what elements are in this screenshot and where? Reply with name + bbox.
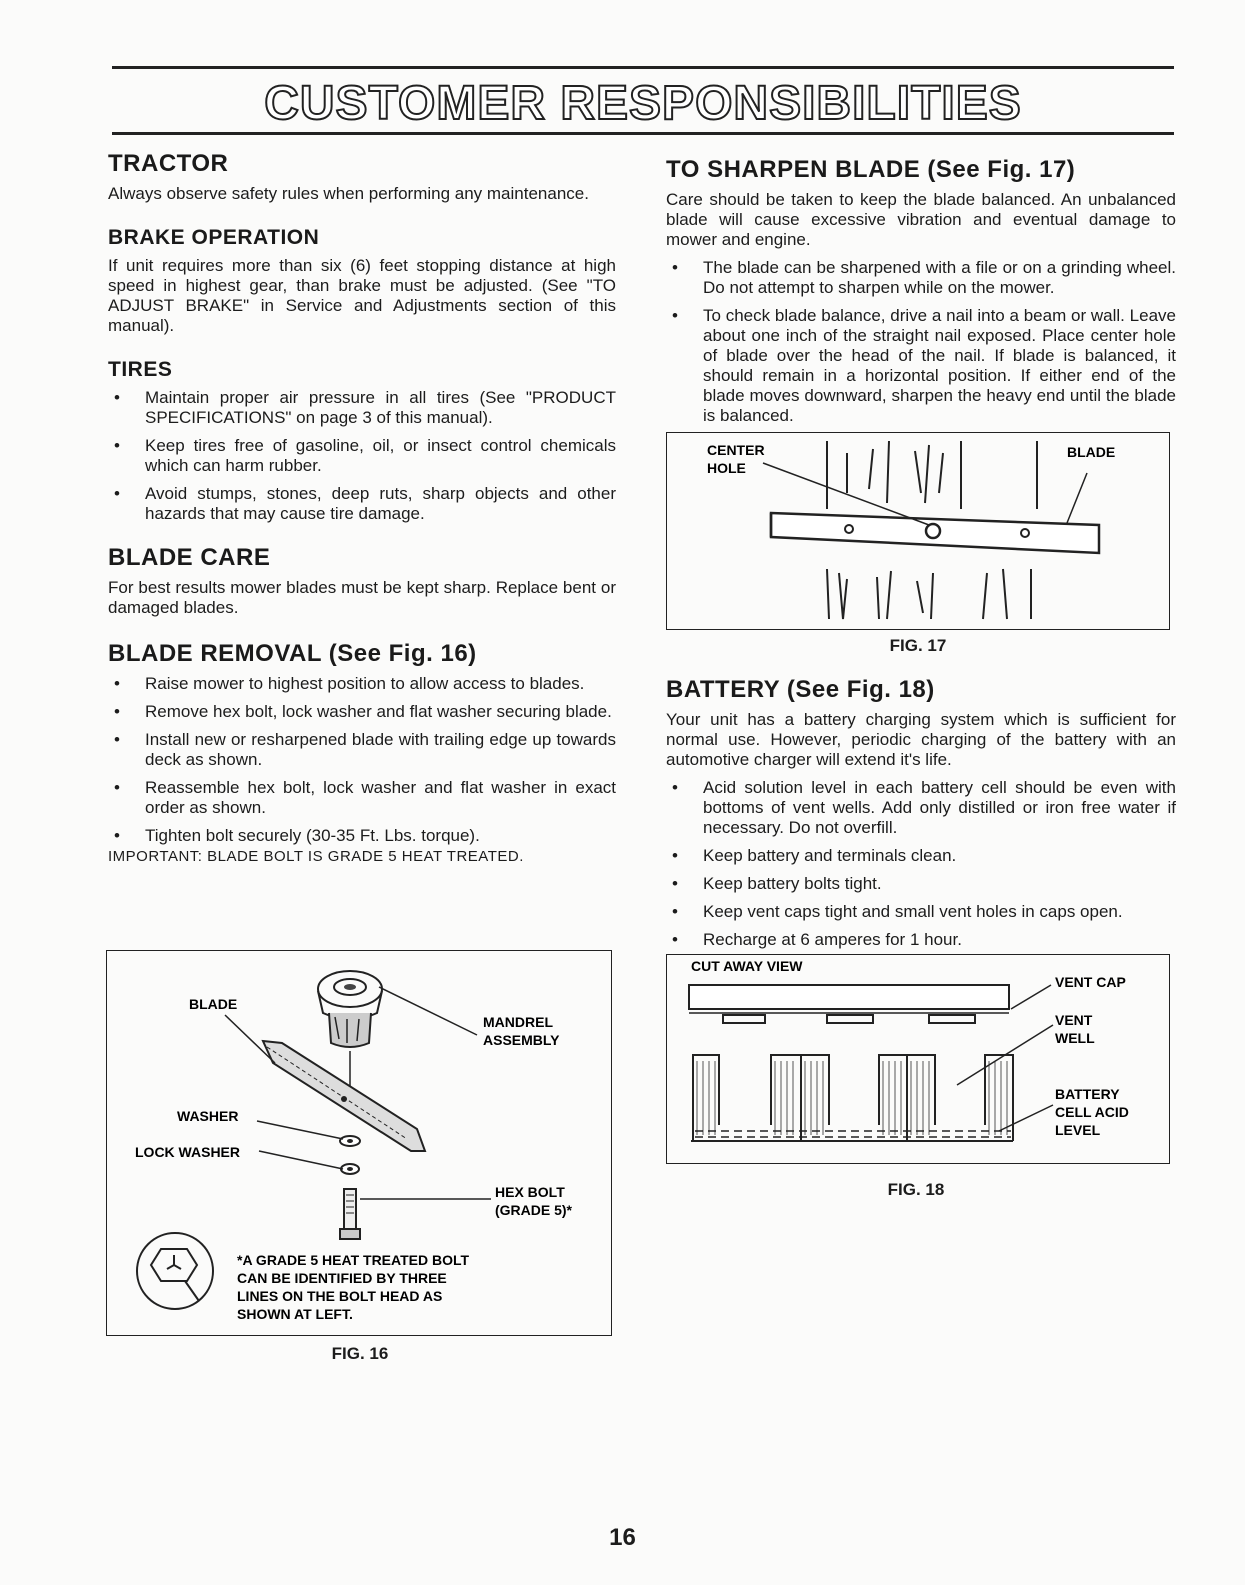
- figure-17: [666, 432, 1170, 630]
- tires-list: [108, 388, 616, 524]
- list-item: • Avoid stumps, stones, deep ruts, sharp objects and other hazards that may cause tire damage.: [114, 484, 616, 523]
- hex-bolt-label-1: HEX BOLT: [495, 1184, 565, 1200]
- lock-washer-label: LOCK WASHER: [135, 1144, 240, 1160]
- left-column: [108, 150, 616, 879]
- grade-note-line: SHOWN AT LEFT.: [237, 1306, 353, 1322]
- list-item: • Keep battery and terminals clean.: [672, 846, 957, 865]
- fig17-caption: FIG. 17: [889, 636, 947, 655]
- battery-acid-label-3: LEVEL: [1055, 1122, 1101, 1138]
- sharpen-list: [666, 258, 1176, 426]
- blade-care-section: [108, 544, 616, 618]
- fig18-caption: FIG. 18: [887, 1180, 945, 1199]
- list-item: • Remove hex bolt, lock washer and flat washer securing blade.: [114, 702, 612, 721]
- brake-section: [108, 226, 616, 336]
- fig16-caption: FIG. 16: [331, 1344, 389, 1363]
- grade-note-line: *A GRADE 5 HEAT TREATED BOLT: [237, 1252, 470, 1268]
- list-item: • To check blade balance, drive a nail into a beam or wall. Leave about one inch of the straight nail exposed. Place center hole of blade over the head of the nail. If blade is balanced, it should remain in a horizontal position. If either end of the blade moves downward, sharpen the heavy end until the blade is balanced.: [672, 306, 1176, 425]
- battery-section: [666, 676, 1176, 958]
- list-item: • Raise mower to highest position to allow access to blades.: [114, 674, 585, 693]
- brake-text: If unit requires more than six (6) feet stopping distance at high speed in highest gear, than brake must be adjusted. (See "TO ADJUST BRAKE" in Service and Adjustments section of this manual).: [108, 256, 616, 335]
- tires-section: [108, 358, 616, 524]
- blade-removal-section: [108, 640, 616, 865]
- vent-well-label-2: WELL: [1055, 1030, 1095, 1046]
- mandrel-label-2: ASSEMBLY: [483, 1032, 560, 1048]
- important-note: IMPORTANT: BLADE BOLT IS GRADE 5 HEAT TREATED.: [108, 848, 524, 865]
- grade-note-line: LINES ON THE BOLT HEAD AS: [237, 1288, 443, 1304]
- hex-bolt-label-2: (GRADE 5)*: [495, 1202, 573, 1218]
- figure-18: [666, 954, 1170, 1164]
- list-item: • Keep tires free of gasoline, oil, or insect control chemicals which can harm rubber.: [114, 436, 616, 475]
- page-number: 16: [609, 1524, 636, 1551]
- vent-cap-label: VENT CAP: [1055, 974, 1126, 990]
- sharpen-text: Care should be taken to keep the blade balanced. An unbalanced blade will cause excessive vibration and eventual damage to mower and engine.: [666, 190, 1176, 249]
- battery-heading: BATTERY (See Fig. 18): [666, 676, 935, 703]
- title-rule-top: [112, 66, 1174, 69]
- title-rule-bottom: [112, 132, 1174, 135]
- list-item: • Keep battery bolts tight.: [672, 874, 882, 893]
- list-item: • Keep vent caps tight and small vent holes in caps open.: [672, 902, 1123, 921]
- grade-note-line: CAN BE IDENTIFIED BY THREE: [237, 1270, 447, 1286]
- blade-care-heading: BLADE CARE: [108, 544, 271, 571]
- battery-cutaway-diagram: [667, 955, 1169, 1163]
- list-item: • Install new or resharpened blade with trailing edge up towards deck as shown.: [114, 730, 616, 769]
- blade-assembly-diagram: [107, 951, 611, 1335]
- vent-well-label-1: VENT: [1055, 1012, 1093, 1028]
- page-title: CUSTOMER RESPONSIBILITIES: [264, 77, 1022, 130]
- battery-acid-label-1: BATTERY: [1055, 1086, 1120, 1102]
- blade-label: BLADE: [1067, 444, 1116, 460]
- brake-heading: BRAKE OPERATION: [108, 226, 320, 249]
- battery-text: Your unit has a battery charging system which is sufficient for normal use. However, periodic charging of the battery with an automotive charger will extend it's life.: [666, 710, 1176, 769]
- list-item: • Acid solution level in each battery cell should be even with bottoms of vent wells. Add only distilled or iron free water if necessary. Do not overfill.: [672, 778, 1176, 837]
- tractor-heading: TRACTOR: [108, 150, 229, 177]
- battery-list: [666, 778, 1176, 950]
- center-label: CENTER: [707, 442, 765, 458]
- blade-balance-diagram: [667, 433, 1169, 629]
- mandrel-label-1: MANDREL: [483, 1014, 553, 1030]
- tractor-text: Always observe safety rules when performing any maintenance.: [108, 184, 589, 203]
- list-item: • The blade can be sharpened with a file or on a grinding wheel. Do not attempt to sharpen while on the mower.: [672, 258, 1176, 297]
- list-item: • Tighten bolt securely (30-35 Ft. Lbs. torque).: [114, 826, 480, 845]
- washer-label: WASHER: [177, 1108, 239, 1124]
- list-item: • Recharge at 6 amperes for 1 hour.: [672, 930, 962, 949]
- hole-label: HOLE: [707, 460, 746, 476]
- list-item: • Maintain proper air pressure in all tires (See "PRODUCT SPECIFICATIONS" on page 3 of this manual).: [114, 388, 616, 427]
- tires-heading: TIRES: [108, 358, 173, 381]
- sharpen-section: [666, 156, 1176, 426]
- blade-removal-list: [108, 674, 616, 846]
- blade-care-text: For best results mower blades must be kept sharp. Replace bent or damaged blades.: [108, 578, 616, 617]
- list-item: • Reassemble hex bolt, lock washer and flat washer in exact order as shown.: [114, 778, 616, 817]
- figure-16: [106, 950, 612, 1336]
- cutaway-label: CUT AWAY VIEW: [691, 958, 803, 974]
- blade-label: BLADE: [189, 996, 238, 1012]
- blade-removal-heading: BLADE REMOVAL (See Fig. 16): [108, 640, 477, 667]
- tractor-section: [108, 150, 616, 204]
- right-column: [666, 156, 1176, 440]
- sharpen-heading: TO SHARPEN BLADE (See Fig. 17): [666, 156, 1076, 183]
- battery-acid-label-2: CELL ACID: [1055, 1104, 1129, 1120]
